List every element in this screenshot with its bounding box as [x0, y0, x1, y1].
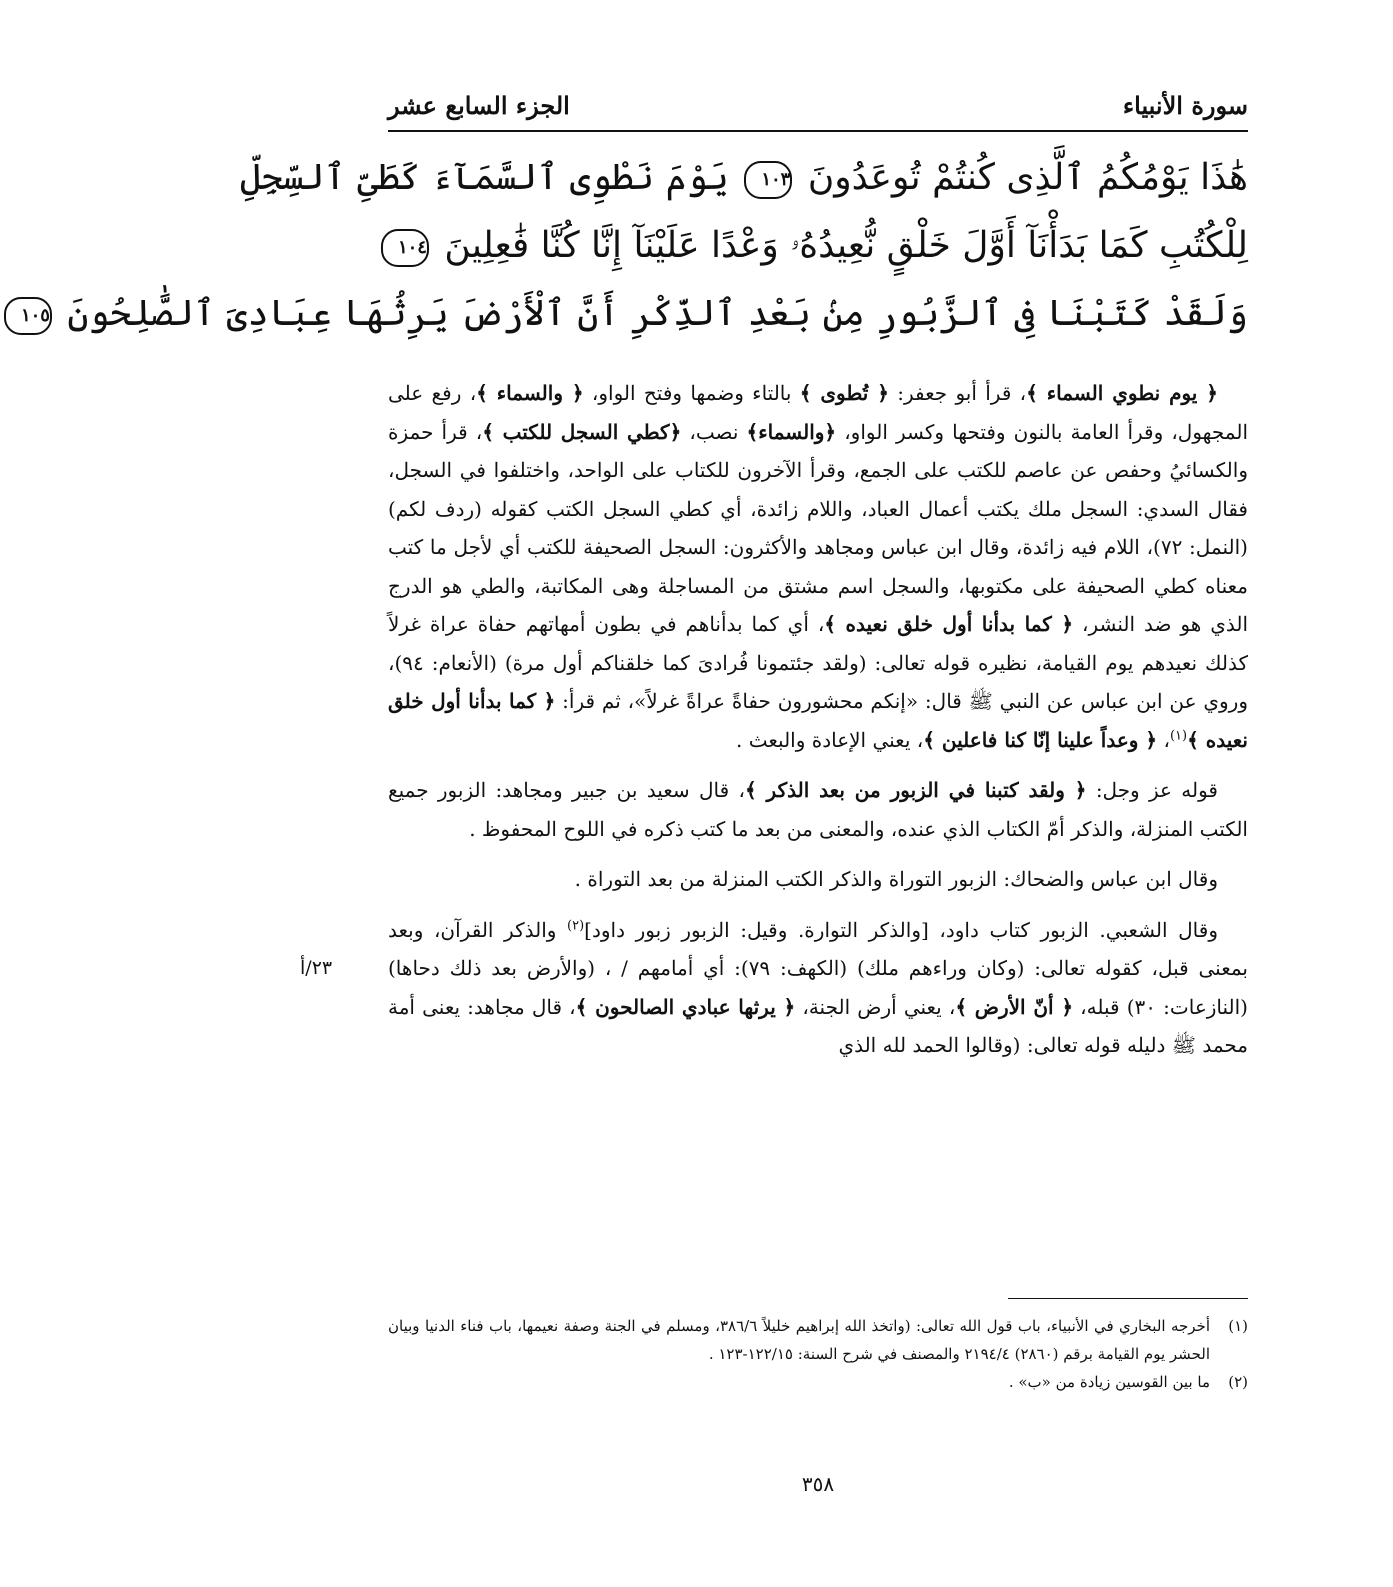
text: ، قال مجاهد: يعنى أمة محمد ﷺ دليله قوله تعالى: (وقالوا الحمد لله الذي: [388, 994, 1248, 1057]
verse-103-text: هَٰذَا يَوْمُكُمُ ٱلَّذِى كُنتُمْ تُوعَدُونَ: [807, 157, 1248, 198]
text: بالتاء وضمها وفتح الواو،: [583, 381, 800, 405]
tafsir-commentary: [300, 374, 1249, 1065]
footnote-ref-1: (١): [1169, 727, 1188, 743]
quote: ﴿ ولقد كتبنا في الزبور من بعد الذكر ﴾: [744, 778, 1087, 802]
commentary-paragraph-1: [388, 374, 1248, 759]
quote: ﴿ كما بدأنا أول خلق نعيده ﴾: [824, 612, 1074, 636]
manuscript-folio-marker: ٢٣/أ: [300, 956, 333, 979]
text: ، قرأ أبو جعفر:: [888, 381, 1027, 405]
commentary-paragraph-3: وقال ابن عباس والضحاك: الزبور التوراة والذكر الكتب المنزلة من بعد التوراة .: [574, 867, 1218, 891]
ayah-number-105: ١٠٥: [4, 297, 52, 335]
quote: ﴿ يوم نطوي السماء ﴾: [1026, 381, 1218, 405]
quran-line-1: [240, 144, 1248, 212]
quote: ﴿ وعداً علينا إنّا كنا فاعلين ﴾: [923, 727, 1158, 752]
verse-105-text: وَلَقَدْ كَتَبْنَا فِى ٱلزَّبُورِ مِنۢ بَعْدِ ٱلذِّكْرِ أَنَّ ٱلْأَرْضَ يَرِثُهَا عِبَادِىَ ٱلصَّٰلِحُونَ: [67, 293, 1248, 334]
quote: ﴿كطي السجل للكتب ﴾: [482, 419, 682, 444]
footnote-2: [388, 1368, 1248, 1396]
text: ، يعني الإعادة والبعث .: [736, 727, 924, 752]
quran-verses: [20, 144, 1248, 348]
quote: ﴿ تُطوى ﴾: [799, 381, 889, 405]
footnote-ref-2: (٢): [567, 917, 585, 933]
footnote-divider: [1008, 1298, 1248, 1299]
verse-104-start: يَوْمَ نَطْوِى ٱلسَّمَآءَ كَطَىِّ ٱلسِّجِلِّ: [240, 157, 729, 198]
footnote-text: أخرجه البخاري في الأنبياء، باب قول الله تعالى: (واتخذ الله إبراهيم خليلاً ٣٨٦/٦، ومسلم في الجنة وصفة نعيمها، باب فناء الدنيا وبيان الحشر يوم القيامة برقم (٢٨٦٠) ٢١٩٤/٤ والمصنف في شرح السنة: ١٢٢/١٥-١٢٣ .: [388, 1317, 1210, 1363]
page-number: ٣٥٨: [801, 1472, 835, 1496]
text: قوله عز وجل:: [1086, 778, 1218, 802]
text: ، قال سعيد بن جبير ومجاهد: الزبور جميع الكتب المنزلة، والذكر أمّ الكتاب الذي عنده، والمعنى من بعد ما كتب ذكره في اللوح المحفوظ .: [388, 778, 1248, 841]
ayah-number-104: ١٠٤: [381, 229, 429, 267]
text: وقال الشعبي. الزبور كتاب داود، [والذكر التوارة. وقيل: الزبور زبور داود]: [584, 917, 1218, 942]
juz-title: الجزء السابع عشر: [388, 90, 570, 120]
quran-line-3: [20, 280, 1248, 348]
footnotes: [388, 1312, 1248, 1396]
commentary-paragraph-4: [300, 911, 1248, 1065]
footnote-1: [388, 1312, 1248, 1368]
footnote-number: (٢): [1228, 1373, 1248, 1391]
text: نصب،: [681, 419, 747, 444]
quote: ﴿والسماء﴾: [746, 419, 837, 444]
text: والذكر القرآن، وبعد بمعنى قبل، كقوله تعالى: (وكان وراءهم ملك) (الكهف: ٧٩): أي أمامهم / ، (والأرض بعد ذلك دحاها) (النازعات: ٣٠) قبله،: [388, 917, 1248, 1019]
verse-104-end: لِلْكُتُبِ كَمَا بَدَأْنَآ أَوَّلَ خَلْقٍ نُّعِيدُهُۥ وَعْدًا عَلَيْنَآ إِنَّا كُنَّا فَٰعِلِينَ: [444, 225, 1248, 266]
quote: ﴿ يرثها عبادي الصالحون ﴾: [575, 994, 796, 1019]
quote: ﴿ كما بدأنا أول خلق نعيده ﴾: [388, 689, 1248, 752]
ayah-number-103: ١٠٣: [744, 161, 792, 199]
running-header: [388, 80, 1248, 132]
book-page: [20, 80, 1249, 1560]
footnote-text: ما بين القوسين زيادة من «ب» .: [1008, 1373, 1210, 1391]
quran-line-2: [388, 212, 1248, 280]
text: ، رفع على المجهول، وقرأ العامة بالنون وفتحها وكسر الواو،: [388, 381, 1249, 444]
quote: ﴿ والسماء ﴾: [476, 381, 584, 405]
footnote-number: (١): [1228, 1317, 1248, 1335]
commentary-paragraph-2: [388, 771, 1248, 848]
text: ، أي كما بدأناهم في بطون أمهاتهم حفاة عراة غرلاً كذلك نعيدهم يوم القيامة، نظيره قوله تعالى: (ولقد جئتمونا فُرادىَ كما خلقناكم أول مرة) (الأنعام: ٩٤)، وروي عن ابن عباس عن النبي ﷺ قال: «إنكم محشورون حفاةً عراةً غرلاً»، ثم قرأ:: [388, 612, 1248, 713]
quote: ﴿ أنّ الأرض ﴾: [955, 994, 1074, 1019]
text: ، يعني أرض الجنة،: [795, 994, 956, 1019]
surah-title: سورة الأنبياء: [1122, 90, 1248, 120]
text: ، قرأ حمزة والكسائيُ وحفص عن عاصم للكتب على الجمع، وقرأ الآخرون للكتاب على الواحد، واختلفوا في السجل، فقال السدي: السجل ملك يكتب أعمال العباد، واللام زائدة، أي كطي السجل الكتب كقوله (ردف لكم) (النمل: ٧٢)، اللام فيه زائدة، وقال ابن عباس ومجاهد والأكثرون: السجل الصحيفة للكتب أي لأجل ما كتب معناه كطي الصحيفة على مكتوبها، والسجل اسم مشتق من المساجلة وهى المكاتبة، والطي هو الدرج الذي هو ضد النشر،: [388, 419, 1249, 636]
text: ،: [1157, 727, 1170, 752]
